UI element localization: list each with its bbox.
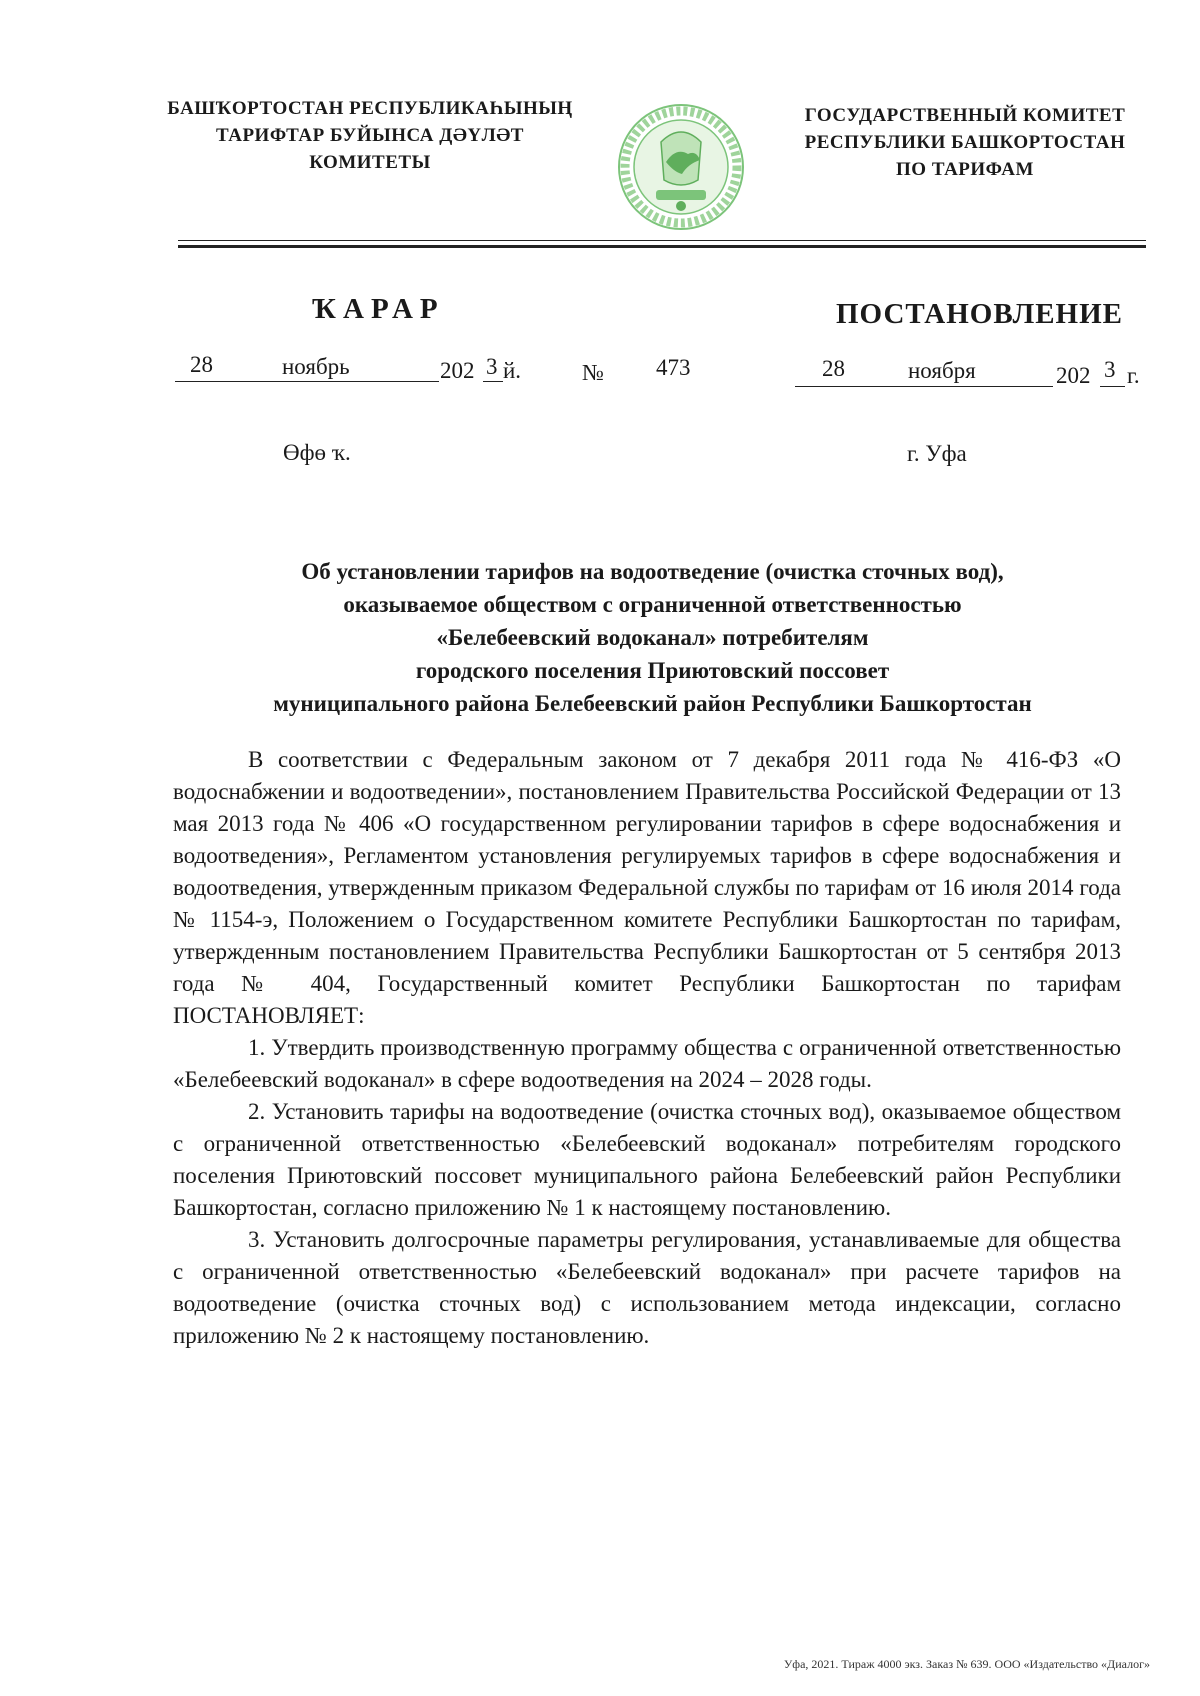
document-body — [173, 744, 1121, 1352]
resolution-item-2: 2. Установить тарифы на водоотведение (очистка сточных вод), оказываемое обществом с ограниченной ответственностью «Белебеевский водоканал» потребителям городского поселения Приютовский поссовет муниципального района Белебеевский район Республики Башкортостан, согласно приложению № 1 к настоящему постановлению. — [173, 1099, 1121, 1220]
header-left-line: ТАРИФТАР БУЙЫНСА ДӘҮЛӘТ — [216, 125, 524, 146]
header-divider-thin — [178, 240, 1146, 241]
header-left-block — [150, 95, 590, 176]
doc-type-bashkir: ҠАРАР — [312, 293, 445, 325]
title-line: оказываемое обществом с ограниченной ответственностью — [343, 592, 962, 617]
date-right-year-suffix: г. — [1127, 363, 1140, 388]
print-footer: Уфа, 2021. Тираж 4000 экз. Заказ № 639. ООО «Издательство «Диалог» — [783, 1657, 1150, 1671]
resolution-item-1: 1. Утвердить производственную программу общества с ограниченной ответственностью «Белебеевский водоканал» в сфере водоотведения на 2024 – 2028 годы. — [173, 1035, 1121, 1092]
document-title — [140, 555, 1165, 720]
doc-type-russian: ПОСТАНОВЛЕНИЕ — [836, 298, 1124, 330]
number-sign: № — [582, 360, 604, 385]
bashkortostan-emblem-icon — [616, 102, 746, 232]
header-right-line: ГОСУДАРСТВЕННЫЙ КОМИТЕТ — [804, 105, 1126, 126]
preamble-paragraph: В соответствии с Федеральным законом от 7 декабря 2011 года № 416-ФЗ «О водоснабжении и водоотведении», постановлением Правительства Российской Федерации от 13 мая 2013 года № 406 «О государственном регулировании тарифов в сфере водоснабжения и водоотведения», Регламентом установления регулируемых тарифов в сфере водоснабжения и водоотведения, утвержденным приказом Федеральной службы по тарифам от 16 июля 2014 года № 1154-э, Положением о Государственном комитете Республики Башкортостан по тарифам, утвержденным постановлением Правительства Республики Башкортостан от 5 сентября 2013 года № 404, Государственный комитет Республики Башкортостан по тарифам ПОСТАНОВЛЯЕТ: — [173, 747, 1121, 1028]
date-right-year-prefix: 202 — [1056, 363, 1091, 388]
city-russian: г. Уфа — [907, 441, 967, 466]
title-line: Об установлении тарифов на водоотведение (очистка сточных вод), — [301, 559, 1004, 584]
header-right-block — [780, 102, 1150, 183]
date-right-underline — [795, 386, 1053, 387]
city-bashkir: Өфө ҡ. — [283, 440, 351, 465]
header-left-line: КОМИТЕТЫ — [309, 152, 431, 173]
header-right-line: РЕСПУБЛИКИ БАШКОРТОСТАН — [804, 132, 1126, 153]
date-left-day: 28 — [190, 352, 213, 377]
header-right-line: ПО ТАРИФАМ — [896, 159, 1034, 180]
title-line: муниципального района Белебеевский район Республики Башкортостан — [273, 691, 1032, 716]
date-left-underline — [175, 381, 439, 382]
date-left-year-suffix: й. — [503, 358, 522, 383]
title-line: «Белебеевский водоканал» потребителям — [436, 625, 869, 650]
date-left-year-prefix: 202 — [440, 358, 475, 383]
date-right-year-digit: 3 — [1104, 357, 1116, 382]
document-number: 473 — [656, 355, 691, 380]
date-left-year-underline — [483, 381, 503, 382]
date-right-month: ноября — [908, 358, 976, 383]
date-left-year-digit: 3 — [486, 354, 498, 379]
resolution-item-3: 3. Установить долгосрочные параметры регулирования, устанавливаемые для общества с ограниченной ответственностью «Белебеевский водоканал» при расчете тарифов на водоотведение (очистка сточных вод) с использованием метода индексации, согласно приложению № 2 к настоящему постановлению. — [173, 1227, 1121, 1348]
title-line: городского поселения Приютовский поссовет — [415, 658, 890, 683]
header-left-line: БАШҠОРТОСТАН РЕСПУБЛИКАҺЫНЫҢ — [167, 98, 573, 119]
header-divider-thick — [178, 245, 1146, 248]
date-left-month: ноябрь — [282, 354, 350, 379]
date-right-year-underline — [1100, 386, 1125, 387]
date-right-day: 28 — [822, 356, 845, 381]
